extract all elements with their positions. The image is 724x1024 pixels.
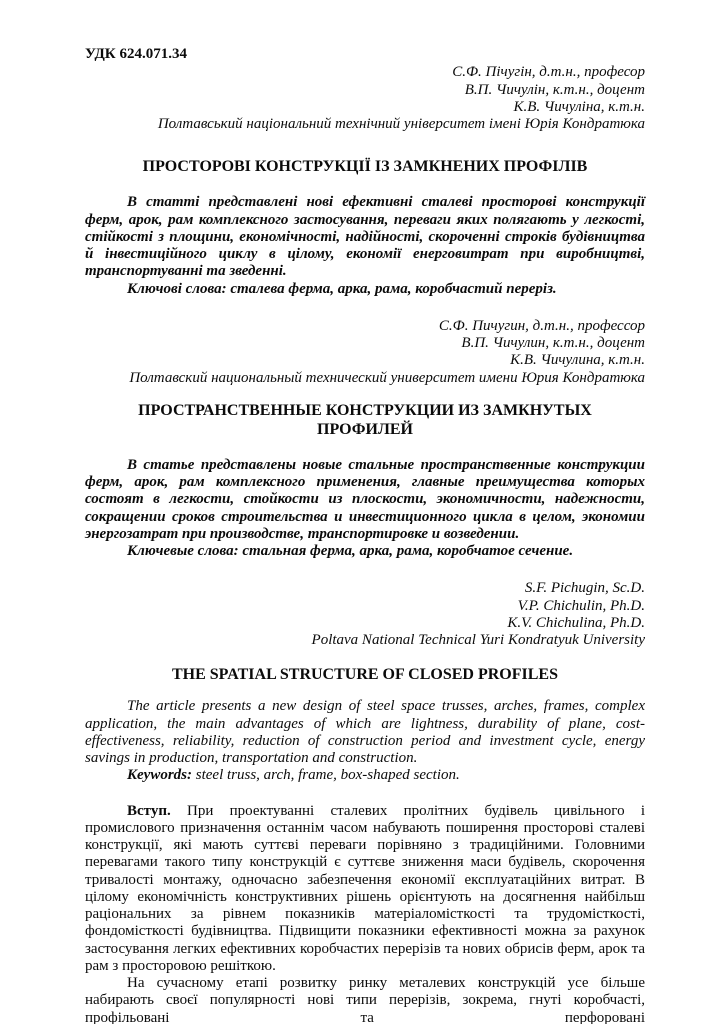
keywords-text-en: steel truss, arch, frame, box-shaped section.: [192, 767, 460, 784]
authors-block-ua: [85, 64, 645, 133]
intro-heading: Вступ.: [127, 802, 171, 819]
article-title-ru: [85, 401, 645, 439]
article-title-en: THE SPATIAL STRUCTURE OF CLOSED PROFILES: [171, 666, 558, 684]
body-paragraph-intro: [85, 803, 645, 976]
author-line: К.В. Чичуліна, к.т.н.: [513, 98, 645, 115]
abstract-text-en: The article presents a new design of steel space trusses, arches, frames, complex application, the main advantages of which are lightness, durability of plane, cost-effectiveness, reliability, reduction of construction period and investment cycle, energy savings in production, transportation and construction.: [85, 698, 645, 767]
article-title-ru-line2: ПРОФИЛЕЙ: [317, 420, 413, 438]
keywords-en: [85, 767, 645, 784]
body-paragraph-2: На сучасному етапі розвитку ринку металевих конструкцій усе більше набирають своєї популярності нові типи перерізів, зокрема, гнуті коробчасті, профільовані та перфоровані: [85, 975, 645, 1024]
keywords-ua: [85, 281, 645, 298]
abstract-en: [85, 698, 645, 784]
affiliation-line: Poltava National Technical Yuri Kondratyuk University: [311, 632, 645, 649]
keywords-text-ua: сталева ферма, арка, рама, коробчастий переріз.: [226, 280, 557, 297]
keywords-ru: [85, 543, 645, 560]
author-line: С.Ф. Пичугин, д.т.н., профессор: [438, 317, 645, 334]
abstract-ru: [85, 457, 645, 561]
affiliation-line: Полтавський національний технічний університет імені Юрія Кондратюка: [157, 116, 645, 132]
author-line: В.П. Чичулін, к.т.н., доцент: [464, 81, 645, 98]
author-line: К.В. Чичулина, к.т.н.: [510, 352, 645, 369]
author-line: V.P. Chichulin, Ph.D.: [517, 597, 645, 614]
body-paragraph-1-text: При проектуванні сталевих пролітних будівель цивільного і промислового призначення останнім часом набувають поширення просторові сталеві конструкції, які мають суттєві переваги порівняно з традиційними. Головними перевагами такого типу конструкцій є суттєве зниження маси будівель, скорочення тривалості монтажу, одночасно забезпечення економії експлуатаційних витрат. В цілому економічність конструктивних рішень орієнтують на досягнення найбільш раціональних за рівнем показників матеріаломісткості та трудомісткості, фондомісткості будівництва. Підвищити показники ефективності можна за рахунок застосування легких ефективних коробчастих перерізів та нових обрисів ферм, арок та рам з просторовою решіткою.: [85, 802, 645, 974]
author-line: В.П. Чичулин, к.т.н., доцент: [461, 335, 645, 352]
udc-code: УДК 624.071.34: [85, 46, 187, 62]
author-line: S.F. Pichugin, Sc.D.: [524, 580, 645, 597]
authors-block-en: [85, 580, 645, 649]
abstract-text-ua: В статті представлені нові ефективні сталеві просторові конструкції ферм, арок, рам комплексного застосування, переваги яких полягають у легкості, стійкості з площини, економічності, надійності, скороченні строків будівництва й інвестиційного циклу в цілому, економії енерговитрат при виробництві, транспортуванні та зведенні.: [85, 194, 645, 280]
abstract-ua: [85, 194, 645, 298]
keywords-label-ru: Ключевые слова:: [127, 543, 239, 560]
abstract-text-ru: В статье представлены новые стальные пространственные конструкции ферм, арок, рам комплексного применения, главные преимущества которых состоят в легкости, стойкости из плоскости, экономичности, надежности, сокращении сроков строительства и инвестиционного цикла в целом, экономии энергозатрат при производстве, транспортировке и возведении.: [85, 456, 645, 542]
keywords-label-ua: Ключові слова:: [127, 280, 227, 297]
article-body: [85, 803, 645, 1024]
affiliation-line: Полтавский национальный технический университет имени Юрия Кондратюка: [129, 369, 645, 386]
article-title-ru-line1: ПРОСТРАНСТВЕННЫЕ КОНСТРУКЦИИ ИЗ ЗАМКНУТЫХ: [138, 401, 592, 419]
keywords-label-en: Keywords:: [127, 767, 192, 784]
article-title-ua: ПРОСТОРОВІ КОНСТРУКЦІЇ ІЗ ЗАМКНЕНИХ ПРОФІЛІВ: [142, 158, 588, 176]
author-line: С.Ф. Пічугін, д.т.н., професор: [452, 64, 645, 81]
authors-block-ru: [85, 318, 645, 387]
keywords-text-ru: стальная ферма, арка, рама, коробчатое сечение.: [238, 543, 574, 560]
author-line: K.V. Chichulina, Ph.D.: [507, 614, 645, 631]
